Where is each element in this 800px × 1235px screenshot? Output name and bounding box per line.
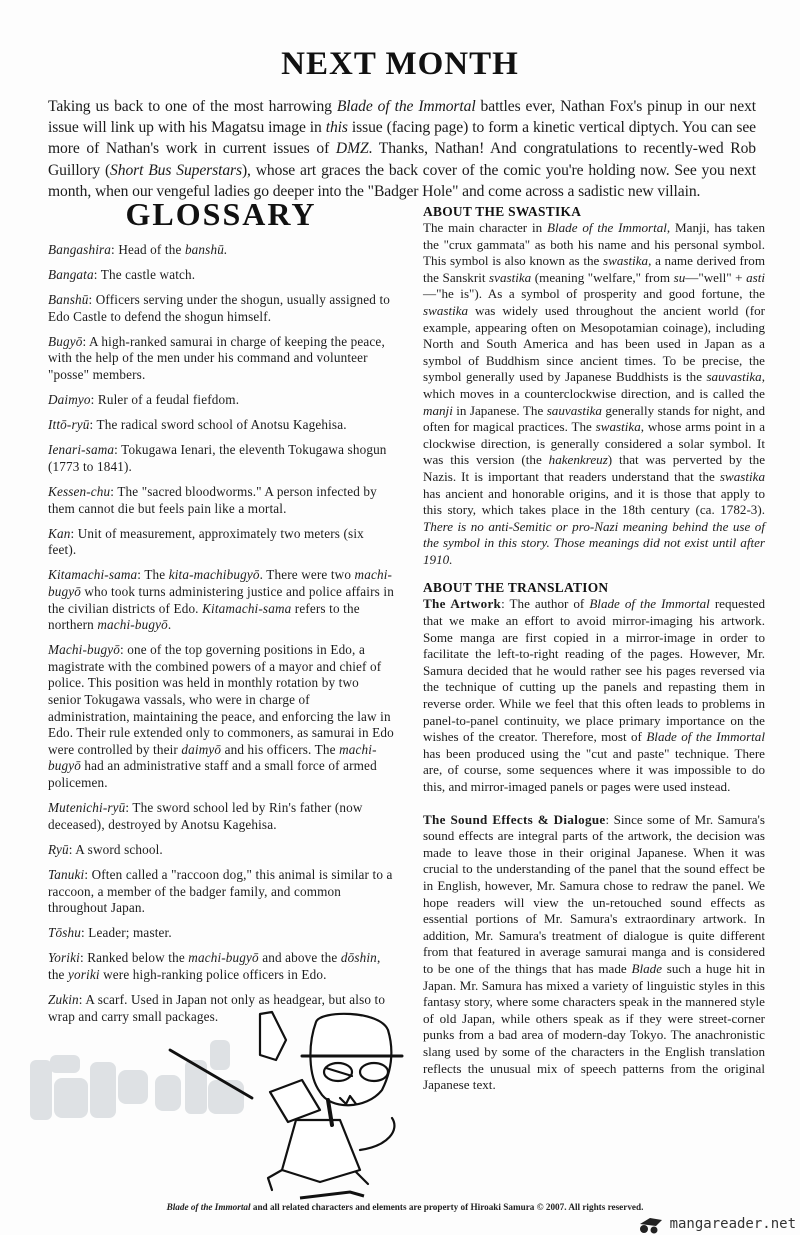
- glossary-entry: Daimyo: Ruler of a feudal fiefdom.: [48, 392, 240, 408]
- faded-kanji-calligraphy-icon: [30, 1040, 244, 1120]
- glossary-term: Ittō-ryū: [48, 417, 90, 433]
- glossary-entry: Ryū: A sword school.: [48, 841, 163, 857]
- glossary-entry: Banshū: Officers serving under the shogun, usually assigned to Edo Castle to defend the shogun himself.: [48, 292, 390, 324]
- glossary-entry: Bugyō: A high-ranked samurai in charge of keeping the peace, with the help of the men under his command and volunteer "posse" members.: [48, 333, 385, 383]
- glossary-entry: Tōshu: Leader; master.: [48, 925, 172, 941]
- artwork-paragraph: [423, 596, 765, 795]
- glossary-entry: Kessen-chu: The "sacred bloodworms." A person infected by them cannot die but feels pain like a mortal.: [48, 484, 377, 516]
- glossary-term: Daimyo: [48, 392, 91, 408]
- copyright-footer: [0, 1202, 800, 1212]
- glossary-term: Ienari-sama: [48, 442, 115, 458]
- glossary-term: Bangashira: [48, 242, 112, 257]
- glossary-entry: Ienari-sama: Tokugawa Ienari, the eleventh Tokugawa shogun (1773 to 1841).: [48, 442, 387, 474]
- site-watermark[interactable]: [636, 1214, 796, 1234]
- sound-effects-body: : Since some of Mr. Samura's sound effects are integral parts of the artwork, the decision was made to leave those in their original Japanese. When it was crucial to the understanding of the panel that the sound effect be in English, however, Mr. Samura chose to redraw the panel. We hope readers will view the un-retouched sound effects as essential portions of Mr. Samura's extraordinary artwork. In addition, Mr. Samura's treatment of dialogue is quite different from that featured in average samurai manga and is considered to be one of the things that has made Blade such a huge hit in Japan. Mr. Samura has mixed a variety of linguistic styles in this fantasy story, where some characters speak in the mannered style of old Japan, while others speak as if they were street-corner punks from a bad area of modern-day Tokyo. The anachronistic slang used by some of the characters in the English translation reflects the unusual mix of speech patterns from the original Japanese text.: [423, 811, 765, 1093]
- ground-shadow-icon: [300, 1192, 364, 1198]
- watermark-text: mangareader.net: [669, 1216, 796, 1232]
- sound-effects-lead: The Sound Effects & Dialogue: [423, 811, 606, 827]
- right-column: [423, 204, 765, 1094]
- glossary-term: Kan: [48, 525, 71, 541]
- glossary-entry: Tanuki: Often called a "raccoon dog," this animal is similar to a raccoon, a member of the badger family, and common throughout Japan.: [48, 866, 393, 916]
- glossary-term: Mutenichi-ryū: [48, 800, 126, 816]
- about-swastika-section: [423, 204, 765, 568]
- sound-effects-paragraph: [423, 812, 765, 1094]
- artwork-lead: The Artwork: [423, 596, 502, 612]
- glossary-list: [48, 242, 394, 1025]
- glossary-term: Machi-bugyō: [48, 642, 120, 658]
- glossary-entry: Mutenichi-ryū: The sword school led by Rin's father (now deceased), destroyed by Anotsu Kagehisa.: [48, 800, 363, 832]
- glossary-entry: Bangata: The castle watch.: [48, 267, 196, 283]
- glossary-term: Yoriki: [48, 950, 80, 966]
- glossary-term: Bugyō: [48, 333, 83, 349]
- glossary-entry: Kitamachi-sama: The kita-machibugyō. There were two machi-bugyō who took turns administering justice and police affairs in the civilian districts of Edo. Kitamachi-sama refers to the northern machi-bugyō.: [48, 567, 394, 633]
- glossary-term: Zukin: [48, 991, 79, 1007]
- glossary-term: Tōshu: [48, 925, 81, 941]
- about-translation-section: [423, 580, 765, 1093]
- glossary-term: Banshū: [48, 292, 89, 308]
- footer-title: Blade of the Immortal: [166, 1202, 251, 1212]
- footer-text: and all related characters and elements are property of Hiroaki Samura © 2007. All rights reserved.: [250, 1202, 644, 1212]
- glossary-entry: Bangashira: Head of the banshū.: [48, 242, 228, 257]
- mascot-icon: [636, 1214, 666, 1234]
- about-swastika-heading: ABOUT THE SWASTIKA: [423, 204, 582, 219]
- glossary-term: Kitamachi-sama: [48, 567, 138, 583]
- about-translation-heading: ABOUT THE TRANSLATION: [423, 580, 609, 596]
- glossary-entry: Zukin: A scarf. Used in Japan not only as headgear, but also to wrap and carry small packages.: [48, 991, 386, 1024]
- chibi-samurai-illustration: [20, 1000, 410, 1200]
- next-month-title: NEXT MONTH: [281, 46, 519, 82]
- glossary-term: Bangata: [48, 267, 94, 283]
- glossary-entry: Kan: Unit of measurement, approximately two meters (six feet).: [48, 525, 364, 558]
- glossary-entry: Yoriki: Ranked below the machi-bugyō and above the dōshin, the yoriki were high-ranking police officers in Edo.: [48, 950, 381, 982]
- glossary-entry: Machi-bugyō: one of the top governing positions in Edo, a magistrate with the combined powers of a mayor and chief of police. This position was held in monthly rotation by two senior Tokugawa vassals, who were in charge of administration, maintaining the peace, and enforcing the law in Edo. Their rule extended only to commoners, as samurai in Edo were controlled by their daimyō and his officers. The machi-bugyō had an administrative staff and a small force of armed policemen.: [48, 642, 394, 791]
- glossary-section: [48, 196, 394, 1034]
- glossary-title: GLOSSARY: [125, 196, 317, 232]
- artwork-body: : The author of Blade of the Immortal requested that we make an effort to avoid mirror-imaging his artwork. Some manga are first copied in a mirror-image in order to facilitate the left-to-right reading of the pages. However, Mr. Samura decided that he would rather see his pages reversed via the technique of cutting up the panels and repasting them in reverse order. While we feel that this often leads to problems in panel-to-panel continuity, we place primary importance on the wishes of the creator. Therefore, most of Blade of the Immortal has been produced using the "cut and paste" technique. There are, of course, some sequences where it was impossible to do this, and mirror-imaged panels or pages were used instead.: [423, 596, 765, 794]
- glossary-term: Tanuki: [48, 866, 85, 882]
- about-swastika-paragraph: The main character in Blade of the Immortal, Manji, has taken the "crux gammata" as both his name and his personal symbol. This symbol is also known as the swastika, a name derived from the Sanskrit svastika (meaning "welfare," from su—"well" + asti—"he is"). As a symbol of prosperity and good fortune, the swastika was widely used throughout the ancient world (for example, appearing often on Mesopotamian coinage), including North and South America and has been used in Japan as a symbol of Buddhism since ancient times. To be precise, the symbol generally used by Japanese Buddhists is the sauvastika, which moves in a counterclockwise direction, and is called the manji in Japanese. The sauvastika generally stands for night, and often for magical practices. The swastika, whose arms point in a clockwise direction, is generally considered a solar symbol. It was this version (the hakenkreuz) that was perverted by the Nazis. It is important that readers understand that the swastika has ancient and honorable origins, and it is those that apply to this story, which takes place in the 18th century (ca. 1782-3). There is no anti-Semitic or pro-Nazi meaning behind the use of the symbol in this story. Those meanings did not exist until after 1910.: [423, 220, 766, 567]
- glossary-term: Ryū: [48, 841, 69, 857]
- next-month-paragraph: Taking us back to one of the most harrowing Blade of the Immortal battles ever, Nathan Fox's pinup in our next issue will link up with his Magatsu image in this issue (facing page) to form a kinetic vertical diptych. You can see more of Nathan's work in current issues of DMZ. Thanks, Nathan! And congratulations to recently-wed Rob Guillory (Short Bus Superstars), whose art graces the back cover of the comic you're holding now. See you next month, when our vengeful ladies go deeper into the "Badger Hole" and come across a sadistic new villain.: [48, 97, 756, 201]
- glossary-entry: Ittō-ryū: The radical sword school of Anotsu Kagehisa.: [48, 417, 347, 433]
- glossary-term: Kessen-chu: [48, 484, 111, 500]
